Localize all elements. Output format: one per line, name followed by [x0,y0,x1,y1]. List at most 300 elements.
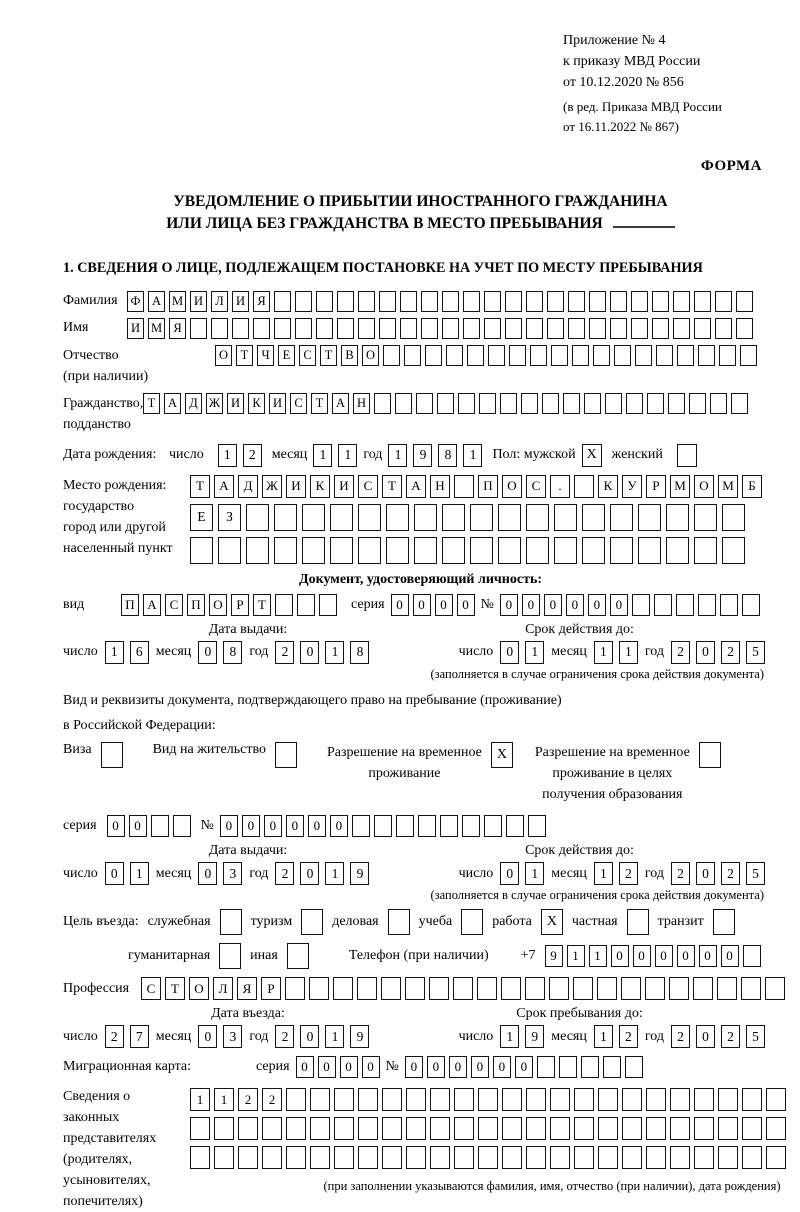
residence-expiry-year-cells [671,862,765,885]
form-cell: 9 [413,444,432,467]
form-cell: 5 [746,641,765,664]
form-cell: А [406,475,426,498]
form-cell [286,1146,306,1169]
form-cell: 0 [427,1056,445,1078]
form-cell [406,1117,426,1140]
migration-series-cells [296,1056,380,1078]
form-cell: 2 [721,641,740,664]
form-cell: О [362,345,379,366]
form-title-line2: ИЛИ ЛИЦА БЕЗ ГРАЖДАНСТВА В МЕСТО ПРЕБЫВАНИЯ [63,213,778,235]
doc-series-label: серия [351,596,385,612]
form-cell [302,504,325,531]
option-visa [63,742,123,768]
form-cell [670,1146,690,1169]
phone-label: Телефон (при наличии) [348,948,489,964]
form-cell [669,977,689,1000]
form-cell [358,1088,378,1111]
form-cell [742,1088,762,1111]
form-cell [652,291,669,312]
form-cell: 0 [105,862,124,885]
expiry-date-heading: Срок действия до: [525,621,634,637]
form-cell [478,1117,498,1140]
form-cell [550,1117,570,1140]
form-cell: 2 [671,862,690,885]
residence-number-cells [220,815,546,837]
form-cell: Т [311,393,328,414]
migration-card-row [63,1056,778,1078]
form-cell [458,393,475,414]
form-cell [741,977,761,1000]
form-cell [502,1146,522,1169]
form-cell: Т [165,977,185,1000]
month-label: месяц [155,1028,192,1044]
form-cell [718,1146,738,1169]
form-cell [673,318,690,339]
form-cell [610,504,633,531]
form-cell [645,977,665,1000]
form-cell: 2 [671,1025,690,1048]
form-cell [582,504,605,531]
form-cell [574,1146,594,1169]
form-cell: Р [231,594,249,616]
form-cell: 1 [594,1025,613,1048]
form-cell [610,318,627,339]
form-cell [694,1117,714,1140]
form-cell: 0 [405,1056,423,1078]
purpose-transit-checkbox [713,909,735,935]
issue-month-cells [198,641,242,664]
form-cell: П [187,594,205,616]
form-cell: И [127,318,144,339]
form-cell [715,318,732,339]
migration-number-cells [405,1056,643,1078]
form-cell: 8 [438,444,457,467]
form-cell: 1 [313,444,332,467]
residence-expiry-heading: Срок действия до: [525,843,634,859]
form-cell: Н [430,475,450,498]
form-cell [584,393,601,414]
label-line: к приказу МВД России [563,54,701,69]
birth-day-label: число [169,447,204,463]
label-line: получения образования [542,787,683,803]
form-cell: М [169,291,186,312]
day-label: число [458,865,494,881]
year-label: год [249,644,269,660]
form-cell: Б [742,475,762,498]
form-cell: 1 [619,641,638,664]
representatives-label [63,1086,190,1212]
form-cell [498,537,521,564]
form-cell: 0 [721,945,739,967]
form-cell [526,537,549,564]
purpose-private-label: частная [571,914,618,930]
form-cell [334,1088,354,1111]
form-cell: 0 [300,862,319,885]
form-cell [274,318,291,339]
representatives-cells-2 [190,1117,786,1140]
label-line: проживание в целях [552,766,673,782]
form-cell [766,1117,786,1140]
temp-residence-checkbox: X [491,742,513,768]
form-cell [559,1056,577,1078]
form-cell: 2 [105,1025,124,1048]
form-cell [470,537,493,564]
entry-month-cells [198,1025,242,1048]
form-cell [488,345,505,366]
form-cell [374,815,392,837]
form-cell: О [215,345,232,366]
form-cell: 9 [350,1025,369,1048]
form-cell: 0 [696,862,715,885]
form-cell [717,977,737,1000]
form-cell: И [232,291,249,312]
label-line: (родителях, [63,1152,133,1168]
label-line: представителях [63,1131,157,1147]
form-cell [382,1146,402,1169]
form-cell [173,815,191,837]
expiry-year-cells [671,641,765,664]
form-cell [430,1088,450,1111]
form-cell: 9 [525,1025,544,1048]
form-cell: 1 [388,444,407,467]
form-cell: 0 [610,594,628,616]
form-cell [605,393,622,414]
form-cell: 2 [721,862,740,885]
form-cell [383,345,400,366]
form-cell: 0 [220,815,238,837]
form-title-line1: УВЕДОМЛЕНИЕ О ПРИБЫТИИ ИНОСТРАННОГО ГРАЖДАНИНА [173,193,668,210]
form-cell [694,1146,714,1169]
form-cell: 1 [105,641,124,664]
form-cell: Р [261,977,281,1000]
form-cell [673,291,690,312]
form-cell [151,815,169,837]
expiry-month-cells [594,641,638,664]
form-cell: Н [353,393,370,414]
option-temp-residence-education [535,742,721,805]
form-cell [295,291,312,312]
form-cell [693,977,713,1000]
representatives-cells-1 [190,1088,786,1111]
form-cell: 0 [633,945,651,967]
form-cell [597,977,617,1000]
form-cell: 1 [525,862,544,885]
form-cell [666,537,689,564]
form-cell [652,318,669,339]
form-cell: И [227,393,244,414]
form-cell [742,594,760,616]
label-line: населенный пункт [63,540,173,556]
form-cell: 3 [223,1025,242,1048]
identity-doc-dates-row [63,641,765,664]
form-cell [330,504,353,531]
form-cell [638,504,661,531]
label-line: проживание [368,766,441,782]
form-cell: Ф [127,291,144,312]
purpose-humanitarian-label: гуманитарная [128,948,211,964]
form-cell [454,1117,474,1140]
purpose-other-label: иная [250,948,278,964]
form-cell [598,1146,618,1169]
form-cell [614,345,631,366]
month-label: месяц [551,1028,587,1044]
form-cell: 0 [696,641,715,664]
form-cell: Т [320,345,337,366]
form-cell [715,291,732,312]
form-cell: Е [278,345,295,366]
form-cell [502,1088,522,1111]
form-cell [505,318,522,339]
purpose-label: Цель въезда: [63,914,139,930]
form-cell: 1 [218,444,237,467]
form-cell [554,537,577,564]
form-cell: А [143,594,161,616]
purpose-row-2 [63,943,778,969]
purpose-transit-label: транзит [657,914,704,930]
name-cells [127,318,753,339]
form-cell [694,504,717,531]
form-cell [646,1117,666,1140]
section1-heading: 1. СВЕДЕНИЯ О ЛИЦЕ, ПОДЛЕЖАЩЕМ ПОСТАНОВКЕ НА УЧЕТ ПО МЕСТУ ПРЕБЫВАНИЯ [63,259,703,276]
gender-female-label: женский [611,447,663,463]
form-cell [631,291,648,312]
form-cell [677,345,694,366]
form-cell: П [478,475,498,498]
form-cell [676,594,694,616]
residence-intro-line2: в Российской Федерации: [63,718,216,734]
form-cell: 1 [325,1025,344,1048]
form-cell [454,475,474,498]
form-cell: У [622,475,642,498]
form-cell [694,537,717,564]
birth-month-label: месяц [271,447,308,463]
form-cell [302,537,325,564]
residence-permit-checkbox [275,742,297,768]
birth-place-cells-2 [190,504,762,531]
form-cell [505,291,522,312]
expiry-day-cells [500,641,544,664]
form-cell [479,393,496,414]
form-cell: Т [382,475,402,498]
temp-residence-education-label [535,742,690,805]
form-cell: 0 [242,815,260,837]
purpose-row [63,909,778,935]
form-cell: Д [238,475,258,498]
form-cell [603,1056,621,1078]
form-cell: 0 [696,1025,715,1048]
residence-expiry-note: (заполняется в случае ограничения срока действия документа) [430,888,764,903]
edition-reference [563,97,778,136]
form-cell [526,504,549,531]
form-cell [720,594,738,616]
form-cell: Ч [257,345,274,366]
form-cell [442,504,465,531]
form-cell [309,977,329,1000]
gender-female-checkbox [677,444,697,467]
form-cell [478,1088,498,1111]
form-cell [718,1088,738,1111]
form-cell [316,318,333,339]
form-cell: А [148,291,165,312]
form-cell: 0 [566,594,584,616]
form-cell [626,393,643,414]
issue-year-cells [275,641,369,664]
birth-month-cells [313,444,357,467]
label-line: государство [63,498,135,514]
label-line: от 16.11.2022 № 867) [563,118,680,134]
form-cell [694,1088,714,1111]
form-cell [484,815,502,837]
form-cell [506,815,524,837]
form-cell: 0 [198,1025,217,1048]
name-row [63,318,778,339]
issue-date-heading: Дата выдачи: [208,621,288,637]
entry-year-cells [275,1025,369,1048]
form-cell: М [718,475,738,498]
form-cell [638,537,661,564]
representatives-cells-3 [190,1146,786,1169]
form-cell: 2 [243,444,262,467]
form-cell [547,318,564,339]
form-cell [386,537,409,564]
form-cell [333,977,353,1000]
form-cell [395,393,412,414]
form-cell [731,393,748,414]
form-cell [358,291,375,312]
form-cell [498,504,521,531]
birth-place-cells-1 [190,475,762,498]
form-cell [572,345,589,366]
form-cell [297,594,315,616]
form-cell [425,345,442,366]
form-cell [631,318,648,339]
form-cell [573,977,593,1000]
temp-residence-label [327,742,482,784]
issue-day-cells [105,641,149,664]
identity-doc-heading: Документ, удостоверяющий личность: [298,571,543,587]
form-cell [521,393,538,414]
name-label: Имя [63,319,89,335]
form-cell: Е [190,504,213,531]
doc-kind-cells [121,594,337,616]
label-line: Разрешение на временное [534,745,690,761]
form-cell [689,393,706,414]
form-cell [478,1146,498,1169]
label-line: Сведения о [63,1089,131,1105]
birth-date-row [63,444,778,467]
form-cell [285,977,305,1000]
form-cell: 1 [500,1025,519,1048]
form-cell [190,1146,210,1169]
form-cell [358,537,381,564]
issue-date-group [63,641,369,664]
form-cell [551,345,568,366]
form-cell [386,504,409,531]
form-cell: С [358,475,378,498]
form-cell [334,1146,354,1169]
form-cell [462,815,480,837]
year-label: год [644,865,664,881]
residence-options-row [63,742,778,805]
form-title [63,191,778,236]
form-cell [357,977,377,1000]
form-cell: 7 [130,1025,149,1048]
migration-series-label: серия [256,1059,290,1075]
form-cell: М [148,318,165,339]
birth-place-label [63,475,190,559]
form-cell: 0 [286,815,304,837]
form-cell [625,1056,643,1078]
form-cell: 0 [391,594,409,616]
label-line: Приложение № 4 [563,33,666,48]
entry-date-group [63,1025,369,1048]
form-cell: О [694,475,714,498]
residence-issue-heading: Дата выдачи: [208,843,288,859]
form-cell [736,291,753,312]
label-line: от 10.12.2020 № 856 [563,75,684,90]
form-cell [477,977,497,1000]
form-cell [647,393,664,414]
day-label: число [458,1028,494,1044]
form-cell: 0 [340,1056,358,1078]
form-cell [549,977,569,1000]
form-cell: 0 [493,1056,511,1078]
surname-label: Фамилия [63,292,118,308]
form-cell: И [334,475,354,498]
form-cell: 2 [262,1088,282,1111]
form-cell: 0 [449,1056,467,1078]
form-cell [416,393,433,414]
form-cell [743,945,761,967]
form-cell: 0 [699,945,717,967]
form-cell [574,1117,594,1140]
purpose-humanitarian-checkbox [219,943,241,969]
form-cell: С [165,594,183,616]
doc-kind-label: вид [63,596,85,612]
form-cell [526,1146,546,1169]
doc-number-cells [500,594,760,616]
form-cell [334,1117,354,1140]
form-cell: Я [169,318,186,339]
form-cell [574,475,594,498]
form-cell: В [341,345,358,366]
form-cell: 5 [746,862,765,885]
form-cell: Я [253,291,270,312]
form-cell: 0 [457,594,475,616]
form-cell: 0 [296,1056,314,1078]
form-cell [542,393,559,414]
month-label: месяц [155,865,192,881]
temp-residence-education-checkbox [699,742,721,768]
form-cell [635,345,652,366]
doc-series-cells [391,594,475,616]
citizenship-row [63,393,778,435]
residence-series-row [63,815,778,837]
form-cell [442,537,465,564]
form-cell [214,1117,234,1140]
form-cell [418,815,436,837]
appendix-reference [563,30,778,93]
form-cell [358,1117,378,1140]
form-cell [310,1146,330,1169]
label-line: законных [63,1110,120,1126]
form-cell [501,977,521,1000]
form-cell [421,318,438,339]
form-cell [430,1117,450,1140]
form-cell [463,318,480,339]
form-cell [698,594,716,616]
birth-year-label: год [363,447,383,463]
